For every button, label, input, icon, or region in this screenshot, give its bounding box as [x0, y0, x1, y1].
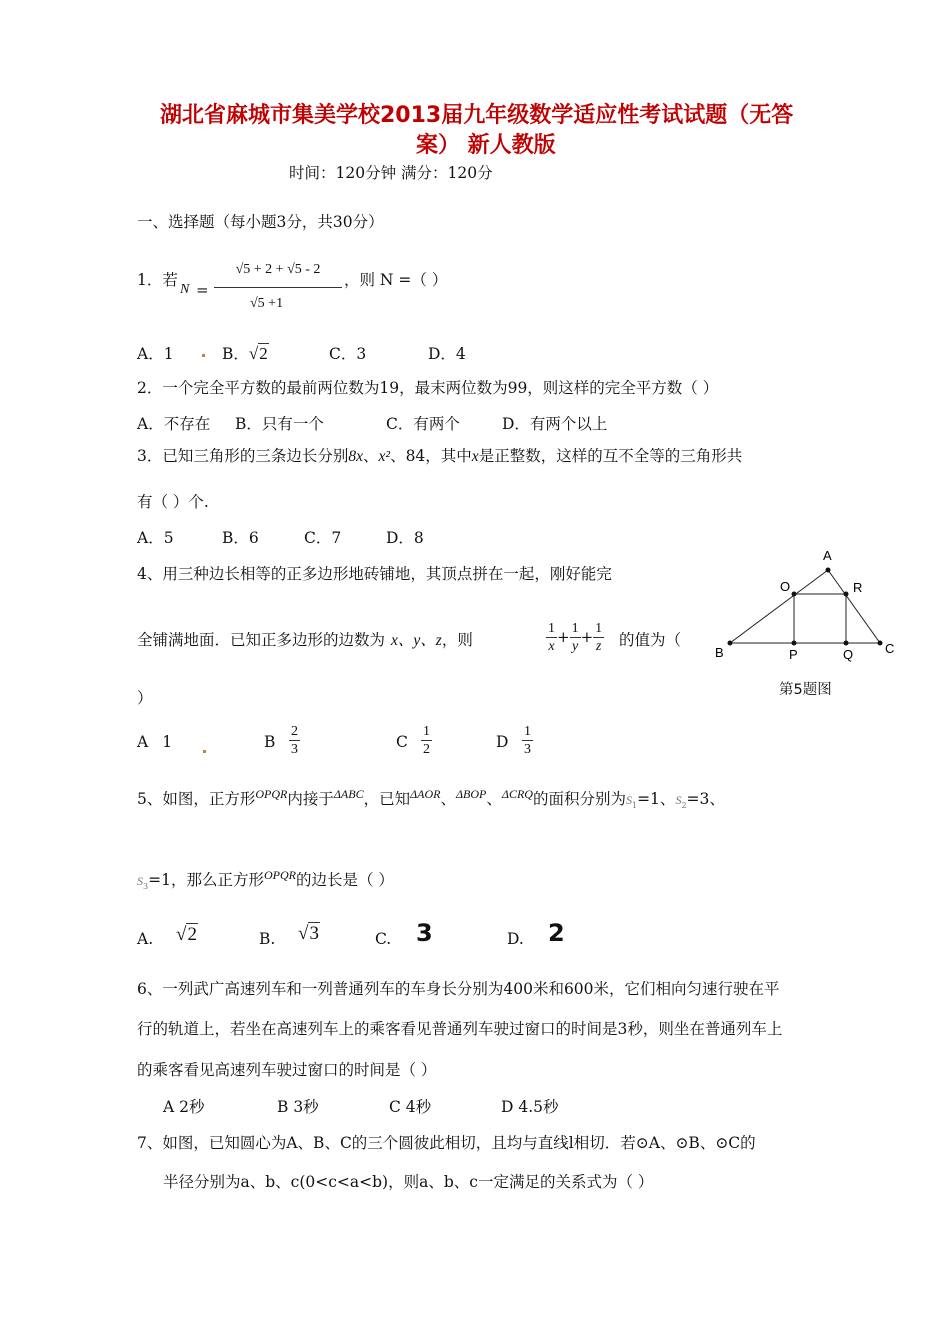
exam-info: 时间：120分钟 满分：120分 [289, 164, 493, 182]
q6-option-c: C 4秒 [389, 1098, 432, 1116]
q5-s2-sub: 2 [681, 801, 687, 811]
q1-option-b-value: √2 [248, 344, 268, 363]
label-q: Q [843, 647, 854, 662]
q6-stem-line1: 6、一列武广高速列车和一列普通列车的车身长分别为400米和600米，它们相向匀速行驶在平 [137, 980, 780, 998]
q4-plus-2: + [580, 628, 594, 646]
q3-var-x: x [471, 448, 479, 465]
q1-num-a: √5 + 2 [235, 262, 273, 277]
q4-dot-mark [203, 741, 206, 760]
q3-sep: 、 [363, 447, 379, 465]
q5-s2-value: =3 [686, 790, 710, 808]
q5-s1-sub: 1 [631, 801, 638, 811]
q7-stem-line2: 半径分别为a、b、c(0<c<a<b)，则a、b、c一定满足的关系式为（ ） [163, 1173, 654, 1191]
q4-frac-x: $\frac{1}{x}$ [548, 621, 555, 654]
q5-text-a: 5、如图，正方形 [137, 790, 256, 808]
q1-option-b-label: B． [222, 345, 249, 363]
q4-stem-line2 [137, 628, 473, 650]
q3-var-x2: x² [378, 448, 391, 465]
q5-square-name-2: OPQR [263, 868, 296, 882]
q5-option-d-label: D. [507, 930, 524, 948]
q3-option-b: B．6 [222, 529, 259, 547]
q3-text-a: 3．已知三角形的三条边长分别 [137, 447, 349, 465]
q1-equals: = [196, 281, 209, 299]
label-r: R [853, 580, 863, 595]
q5-triangle-aor: ΔAOR [410, 787, 441, 801]
q5-s1: S [625, 793, 632, 807]
q2-option-b: B．只有一个 [235, 415, 324, 433]
q1-option-b [222, 342, 269, 364]
label-a: A [823, 548, 832, 563]
q4-option-c-label: C [396, 733, 408, 751]
q4-expression [546, 620, 604, 655]
point-b [728, 641, 733, 646]
q5-sep-3: 、 [659, 790, 676, 808]
point-q [844, 641, 849, 646]
q6-stem-line3: 的乘客看见高速列车驶过窗口的时间是（ ） [137, 1061, 437, 1079]
q3-option-c: C．7 [304, 529, 342, 547]
point-c [878, 641, 883, 646]
q3-stem-line1 [137, 444, 742, 466]
q5-option-d-value: 2 [548, 919, 565, 947]
q5-sep-4: 、 [709, 790, 725, 808]
q5-s1-value: =1 [637, 790, 660, 808]
q4-frac-z: $\frac{1}{z}$ [595, 621, 603, 654]
q5-s3: S [137, 874, 143, 888]
q4-text-b: ，则 [441, 631, 473, 649]
q4-option-d-value: $\frac{1}{3}$ [524, 724, 531, 757]
page-title-line2: 案） 新人教版 [416, 133, 556, 158]
q3-option-a: A．5 [137, 529, 174, 547]
q5-option-a-value: √2 [176, 924, 197, 945]
q1-option-d: D．4 [428, 345, 466, 363]
q4-vars: x、y、z [391, 632, 442, 649]
q1-option-a: A．1 [137, 345, 174, 363]
q3-option-d: D．8 [386, 529, 424, 547]
q4-option-b-label: B [264, 733, 276, 751]
q5-text-f: 的边长是（ ） [295, 871, 394, 889]
q5-sep-1: 、 [440, 790, 457, 808]
q5-s3-value: =1 [148, 871, 171, 889]
q4-option-b-value: $\frac{2}{3}$ [291, 724, 298, 757]
q5-s2: S [675, 793, 682, 807]
label-p: P [789, 647, 798, 662]
q3-text-b: 、84，其中 [390, 447, 472, 465]
q4-text-c: 的值为（ [619, 631, 682, 649]
section-heading: 一、选择题（每小题3分，共30分） [137, 213, 384, 231]
point-r [844, 592, 849, 597]
q2-option-a: A．不存在 [137, 415, 211, 433]
q6-option-d: D 4.5秒 [501, 1098, 559, 1116]
q4-stem-line1: 4、用三种边长相等的正多边形地砖铺地，其顶点拼在一起，刚好能完 [137, 565, 612, 583]
q4-plus-1: + [557, 628, 570, 646]
label-o: O [780, 579, 791, 594]
point-o [792, 592, 797, 597]
q5-triangle-crq: ΔCRQ [501, 787, 533, 801]
q4-option-a-value: 1 [162, 733, 173, 751]
q5-stem-line2 [137, 868, 394, 891]
q4-closing: ） [137, 689, 153, 707]
q4-option-a [137, 733, 172, 751]
q1-prefix: 1．若 [137, 271, 178, 289]
q1-dot-mark [202, 345, 205, 364]
page-title-line1: 湖北省麻城市集美学校2013届九年级数学适应性考试试题（无答 [160, 103, 794, 128]
q7-stem-line1: 7、如图，已知圆心为A、B、C的三个圆彼此相切，且均与直线l相切．若⊙A、⊙B、⊙C的 [137, 1134, 756, 1152]
point-a [826, 568, 831, 573]
q2-option-d: D．有两个以上 [502, 415, 608, 433]
q4-frac-y: $\frac{1}{y}$ [571, 621, 579, 654]
q2-stem: 2．一个完全平方数的最前两位数为19，最末两位数为99，则这样的完全平方数（ ） [137, 379, 719, 397]
q1-num-plus: + [275, 262, 284, 277]
q5-option-b-label: B. [259, 930, 276, 948]
q2-option-c: C．有两个 [386, 415, 460, 433]
q4-option-a-label: A [137, 733, 149, 751]
q1-option-c: C．3 [329, 345, 367, 363]
q1-suffix: ，则 N =（ ） [344, 271, 448, 289]
q1-fraction-bar [214, 287, 342, 288]
label-b: B [715, 645, 724, 660]
q3-var-8x: 8x [348, 448, 364, 465]
q6-option-a: A 2秒 [163, 1098, 205, 1116]
q5-stem-line1 [137, 787, 725, 810]
q6-stem-line2: 行的轨道上，若坐在高速列车上的乘客看见普通列车驶过窗口的时间是3秒，则坐在普通列车上 [137, 1020, 783, 1038]
q5-square-name: OPQR [255, 787, 288, 801]
q5-text-e: ，那么正方形 [170, 871, 264, 889]
side-ab [730, 570, 828, 643]
q1-fraction-numerator [214, 262, 342, 278]
q4-option-c-value: $\frac{1}{2}$ [423, 724, 430, 757]
q5-triangle-abc: ΔABC [333, 787, 364, 801]
q5-sep-2: 、 [486, 790, 502, 808]
q5-option-b-value: √3 [298, 923, 319, 944]
q1-num-b: √5 - 2 [287, 262, 321, 277]
q5-option-c-label: C. [375, 930, 392, 948]
label-c: C [885, 641, 895, 656]
q5-option-c-value: 3 [416, 919, 433, 947]
q5-triangle-bop: ΔBOP [456, 787, 487, 801]
figure-5-caption: 第5题图 [779, 682, 832, 698]
q1-n-var: N [180, 282, 190, 297]
q5-text-d: 的面积分别为 [532, 790, 626, 808]
q3-text-c: 是正整数，这样的互不全等的三角形共 [478, 447, 743, 465]
q5-text-b: 内接于 [287, 790, 334, 808]
q1-fraction-denominator: √5 +1 [250, 296, 284, 311]
q3-stem-line2: 有（ ）个. [137, 493, 209, 511]
q6-option-b: B 3秒 [277, 1098, 319, 1116]
q4-text-a: 全铺满地面．已知正多边形的边数为 [137, 631, 386, 649]
point-p [792, 641, 797, 646]
q4-option-d-label: D [496, 733, 509, 751]
q5-s3-sub: 3 [143, 882, 149, 892]
q5-option-a-label: A. [137, 930, 154, 948]
q5-text-c: ，已知 [363, 790, 411, 808]
